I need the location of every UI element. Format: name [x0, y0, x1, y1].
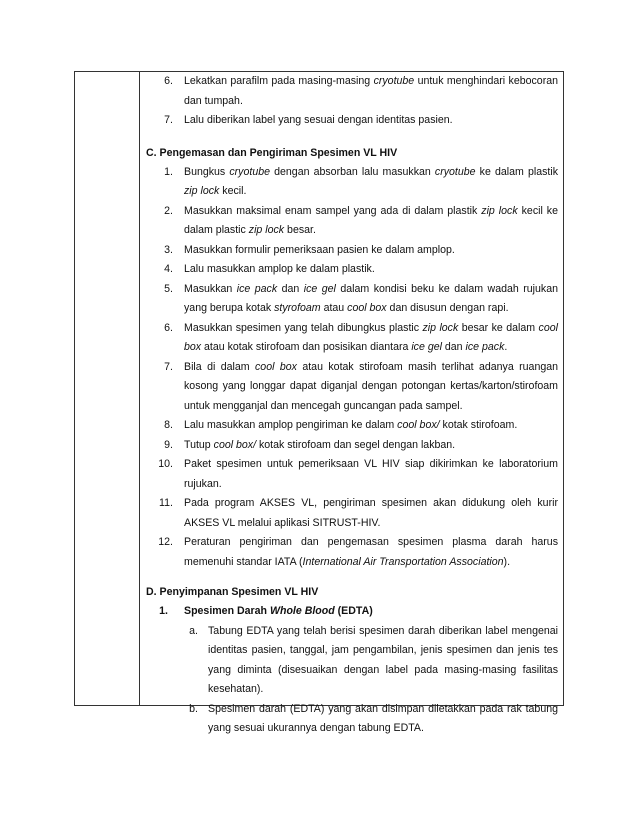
list-number: 7.	[164, 360, 173, 373]
list-item	[146, 319, 558, 358]
list-item-text: Lalu masukkan amplop pengiriman ke dalam cool box/ kotak stirofoam.	[184, 419, 518, 431]
list-item-text: Lalu masukkan amplop ke dalam plastik.	[184, 263, 375, 275]
list-number: 8.	[164, 419, 173, 431]
list-item	[146, 241, 558, 261]
list-item	[146, 72, 558, 111]
list-number: 10.	[158, 458, 173, 470]
list-number: 1.	[164, 165, 173, 178]
subheading-text: Spesimen Darah Whole Blood (EDTA)	[184, 605, 373, 617]
list-item	[146, 111, 558, 131]
list-item	[146, 358, 558, 417]
list-number: 5.	[164, 282, 173, 295]
list-item-text: Lalu diberikan label yang sesuai dengan identitas pasien.	[184, 114, 453, 126]
list-item	[146, 416, 558, 436]
list-item-text: Masukkan formulir pemeriksaan pasien ke dalam amplop.	[184, 243, 455, 256]
list-item-text: Masukkan spesimen yang telah dibungkus plastic zip lock besar ke dalam cool box atau kotak stirofoam dan posisikan diantara ice gel dan ice pack.	[184, 321, 558, 353]
list-item	[146, 455, 558, 494]
section-d-title: D. Penyimpanan Spesimen VL HIV	[146, 586, 319, 598]
list-item-text: Tutup cool box/ kotak stirofoam dan segel dengan lakban.	[184, 438, 456, 451]
list-number: 6.	[164, 75, 173, 87]
list-number: 9.	[164, 438, 173, 451]
list-item	[146, 436, 558, 456]
list-item	[146, 533, 558, 572]
list-number: b.	[189, 702, 198, 715]
list-number: a.	[189, 624, 198, 637]
table-column-divider	[139, 71, 140, 706]
list-item-text: Tabung EDTA yang telah berisi spesimen darah diberikan label mengenai identitas pasien, tanggal, jam pengambilan, jenis spesimen dan jenis tes yang diminta (disesuaikan dengan label pada masing-masing fasilitas kesehatan).	[208, 624, 558, 695]
section-d-list	[146, 622, 558, 739]
list-number: 2.	[164, 204, 173, 217]
section-d-subheading	[146, 602, 558, 622]
section-c-list	[146, 163, 558, 573]
list-item-text: Peraturan pengiriman dan pengemasan spesimen plasma darah harus memenuhi standar IATA (International Air Transportation Association).	[184, 536, 558, 568]
list-item	[146, 280, 558, 319]
list-item	[146, 202, 558, 241]
section-c-title: C. Pengemasan dan Pengiriman Spesimen VL HIV	[146, 146, 398, 159]
table-content-cell	[146, 72, 558, 739]
list-number: 6.	[164, 321, 173, 334]
list-item-text: Bungkus cryotube dengan absorban lalu masukkan cryotube ke dalam plastik zip lock kecil.	[184, 165, 559, 197]
top-list	[146, 72, 558, 131]
list-item	[146, 260, 558, 280]
list-item-text: Spesimen darah (EDTA) yang akan disimpan diletakkan pada rak tabung yang sesuai ukurannya dengan tabung EDTA.	[208, 702, 558, 734]
list-item-text: Masukkan ice pack dan ice gel dalam kondisi beku ke dalam wadah rujukan yang berupa kotak styrofoam atau cool box dan disusun dengan rapi.	[184, 282, 558, 314]
list-item-text: Masukkan maksimal enam sampel yang ada di dalam plastik zip lock kecil ke dalam plastic zip lock besar.	[184, 204, 558, 236]
list-item	[146, 163, 558, 202]
list-item-text: Bila di dalam cool box atau kotak stirofoam masih terlihat adanya ruangan kosong yang longgar dapat diganjal dengan potongan kertas/karton/stirofoam untuk mengganjal dan mencegah guncangan pada sampel.	[184, 360, 559, 412]
list-number: 3.	[164, 243, 173, 256]
list-number: 1.	[159, 605, 168, 617]
list-item	[146, 494, 558, 533]
list-item	[146, 622, 558, 700]
list-number: 12.	[158, 536, 173, 548]
list-number: 7.	[164, 114, 173, 126]
list-item-text: Lekatkan parafilm pada masing-masing cryotube untuk menghindari kebocoran dan tumpah.	[184, 75, 559, 107]
list-item	[146, 700, 558, 739]
list-number: 4.	[164, 263, 173, 275]
list-item-text: Pada program AKSES VL, pengiriman spesimen akan didukung oleh kurir AKSES VL melalui aplikasi SITRUST-HIV.	[184, 497, 558, 529]
list-item-text: Paket spesimen untuk pemeriksaan VL HIV siap dikirimkan ke laboratorium rujukan.	[184, 458, 558, 490]
list-number: 11.	[159, 497, 173, 509]
